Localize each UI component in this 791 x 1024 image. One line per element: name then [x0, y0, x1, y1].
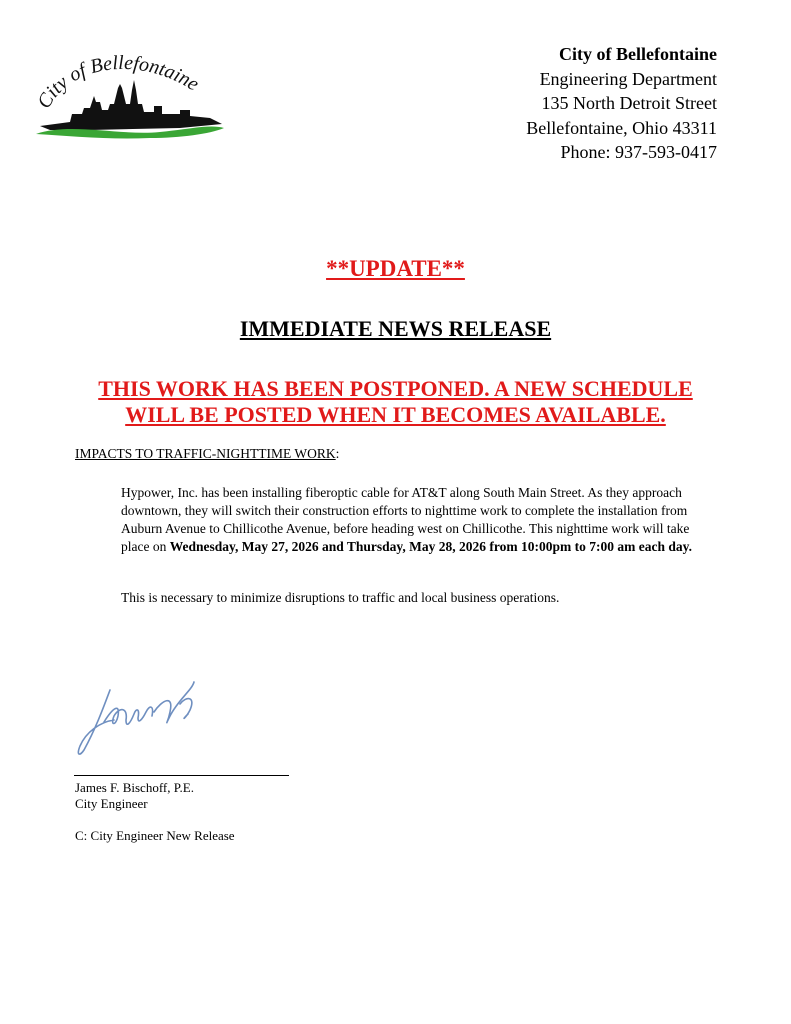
signer-title: City Engineer [75, 796, 148, 811]
impacts-heading [75, 446, 339, 462]
body-text: Hypower, Inc. has been installing fiberoptic cable for AT&T along South Main Street. As they approach downtown, they will switch their construction efforts to nighttime work to complete the installation from Auburn Avenue to Chillicothe Avenue, before heading west on Chillicothe. This nighttime work will take place on [121, 485, 690, 554]
street-address: 135 North Detroit Street [541, 93, 717, 113]
phone-number: Phone: 937-593-0417 [560, 142, 717, 162]
postponed-line-2: WILL BE POSTED WHEN IT BECOMES AVAILABLE. [125, 402, 666, 427]
body-schedule: Wednesday, May 27, 2026 and Thursday, May 28, 2026 from 10:00pm to 7:00 am each day. [169, 539, 693, 554]
department: Engineering Department [539, 68, 717, 89]
postponed-notice [0, 376, 791, 428]
signature-image [70, 676, 210, 762]
signer-name: James F. Bischoff, P.E. [75, 780, 194, 795]
city-state-zip: Bellefontaine, Ohio 43311 [526, 117, 717, 138]
signature-line [74, 775, 289, 776]
impacts-heading-colon: : [335, 446, 340, 461]
body-paragraph [121, 484, 721, 556]
update-heading: **UPDATE** [326, 256, 465, 281]
letterhead [526, 42, 717, 165]
release-title: IMMEDIATE NEWS RELEASE [239, 316, 552, 341]
city-logo [30, 44, 230, 140]
impacts-heading-text: IMPACTS TO TRAFFIC-NIGHTTIME WORK [75, 446, 336, 461]
cc-line: C: City Engineer New Release [75, 828, 235, 843]
org-name: City of Bellefontaine [559, 44, 717, 64]
logo-text: City of Bellefontaine [33, 51, 203, 113]
note-paragraph: This is necessary to minimize disruptions to traffic and local business operations. [121, 590, 560, 605]
postponed-line-1: THIS WORK HAS BEEN POSTPONED. A NEW SCHEDULE [98, 376, 693, 401]
